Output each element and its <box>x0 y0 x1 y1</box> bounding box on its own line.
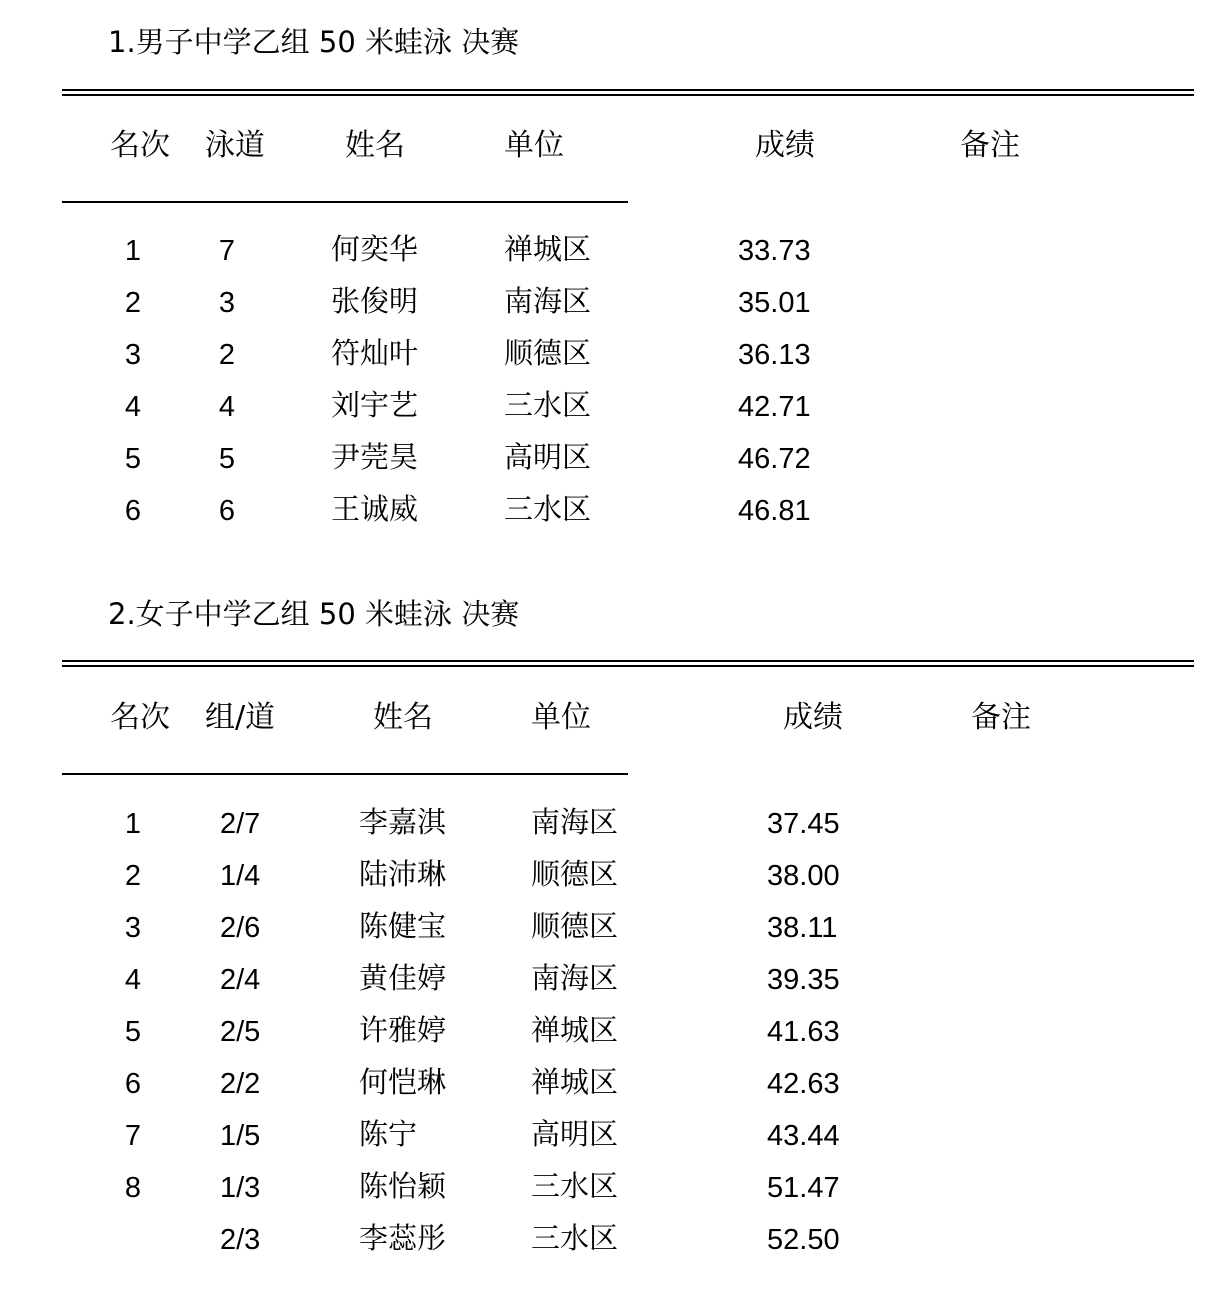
header-remark: 备注 <box>971 700 1031 735</box>
cell-rank: 5 <box>124 1016 142 1048</box>
cell-rank: 4 <box>124 964 142 996</box>
cell-unit: 三水区 <box>504 492 592 526</box>
header-name: 姓名 <box>345 128 405 163</box>
cell-lane: 7 <box>218 235 236 267</box>
cell-group-lane: 2/6 <box>220 912 261 944</box>
cell-result: 39.35 <box>767 964 840 996</box>
cell-rank: 2 <box>124 287 142 319</box>
cell-name: 陈宁 <box>359 1117 418 1151</box>
header-rank: 名次 <box>110 700 170 735</box>
cell-rank: 3 <box>124 912 142 944</box>
cell-lane: 4 <box>218 391 236 423</box>
cell-group-lane: 2/4 <box>220 964 261 996</box>
cell-lane: 5 <box>218 443 236 475</box>
header-remark: 备注 <box>960 128 1020 163</box>
cell-lane: 2 <box>218 339 236 371</box>
cell-name: 王诚威 <box>331 492 419 526</box>
cell-unit: 南海区 <box>531 805 619 839</box>
cell-group-lane: 2/5 <box>220 1016 261 1048</box>
cell-result: 38.11 <box>767 912 838 944</box>
cell-rank: 8 <box>124 1172 142 1204</box>
cell-result: 36.13 <box>738 339 811 371</box>
cell-name: 刘宇艺 <box>331 388 419 422</box>
header-rank: 名次 <box>110 128 170 163</box>
cell-name: 许雅婷 <box>359 1013 447 1047</box>
cell-name: 陆沛琳 <box>359 857 447 891</box>
header-unit: 单位 <box>504 128 564 163</box>
cell-group-lane: 1/3 <box>220 1172 261 1204</box>
cell-name: 李嘉淇 <box>359 805 447 839</box>
cell-rank: 6 <box>124 495 142 527</box>
cell-unit: 三水区 <box>531 1169 619 1203</box>
cell-group-lane: 2/7 <box>220 808 261 840</box>
cell-group-lane: 2/3 <box>220 1224 261 1256</box>
cell-result: 33.73 <box>738 235 811 267</box>
cell-result: 38.00 <box>767 860 840 892</box>
cell-rank: 1 <box>124 808 142 840</box>
cell-name: 黄佳婷 <box>359 961 447 995</box>
header-unit: 单位 <box>531 700 591 735</box>
cell-unit: 禅城区 <box>531 1013 619 1047</box>
cell-result: 42.71 <box>738 391 811 423</box>
cell-name: 陈怡颖 <box>359 1169 447 1203</box>
cell-name: 符灿叶 <box>331 336 419 370</box>
cell-rank: 1 <box>124 235 142 267</box>
cell-unit: 南海区 <box>531 961 619 995</box>
cell-unit: 高明区 <box>504 440 592 474</box>
cell-rank: 2 <box>124 860 142 892</box>
cell-name: 张俊明 <box>331 284 419 318</box>
cell-result: 51.47 <box>767 1172 840 1204</box>
cell-group-lane: 2/2 <box>220 1068 261 1100</box>
cell-unit: 南海区 <box>504 284 592 318</box>
cell-unit: 禅城区 <box>531 1065 619 1099</box>
cell-result: 35.01 <box>738 287 811 319</box>
cell-unit: 三水区 <box>531 1221 619 1255</box>
cell-rank: 4 <box>124 391 142 423</box>
cell-rank: 7 <box>124 1120 142 1152</box>
cell-lane: 6 <box>218 495 236 527</box>
cell-rank: 3 <box>124 339 142 371</box>
section-1-double-rule <box>62 89 1194 96</box>
section-1-title: 1.男子中学乙组 50 米蛙泳 决赛 <box>108 25 520 59</box>
cell-unit: 三水区 <box>504 388 592 422</box>
cell-rank: 5 <box>124 443 142 475</box>
cell-unit: 禅城区 <box>504 232 592 266</box>
cell-name: 何恺琳 <box>359 1065 447 1099</box>
cell-unit: 顺德区 <box>504 336 592 370</box>
cell-unit: 顺德区 <box>531 909 619 943</box>
cell-unit: 高明区 <box>531 1117 619 1151</box>
cell-name: 何奕华 <box>331 232 419 266</box>
cell-result: 41.63 <box>767 1016 840 1048</box>
section-2-double-rule <box>62 660 1194 667</box>
cell-result: 42.63 <box>767 1068 840 1100</box>
cell-result: 52.50 <box>767 1224 840 1256</box>
cell-name: 尹莞昊 <box>331 440 419 474</box>
header-result: 成绩 <box>783 700 843 735</box>
section-2-title: 2.女子中学乙组 50 米蛙泳 决赛 <box>108 597 520 631</box>
cell-group-lane: 1/4 <box>220 860 261 892</box>
cell-rank: 6 <box>124 1068 142 1100</box>
header-result: 成绩 <box>755 128 815 163</box>
cell-unit: 顺德区 <box>531 857 619 891</box>
cell-result: 37.45 <box>767 808 840 840</box>
cell-group-lane: 1/5 <box>220 1120 261 1152</box>
header-group-lane: 组/道 <box>205 700 276 735</box>
cell-name: 陈健宝 <box>359 909 447 943</box>
cell-name: 李蕊彤 <box>359 1221 447 1255</box>
cell-result: 46.72 <box>738 443 811 475</box>
section-2-header-rule <box>62 773 628 775</box>
cell-result: 43.44 <box>767 1120 840 1152</box>
cell-lane: 3 <box>218 287 236 319</box>
section-1-header-rule <box>62 201 628 203</box>
cell-result: 46.81 <box>738 495 811 527</box>
header-name: 姓名 <box>373 700 433 735</box>
header-lane: 泳道 <box>205 128 265 163</box>
